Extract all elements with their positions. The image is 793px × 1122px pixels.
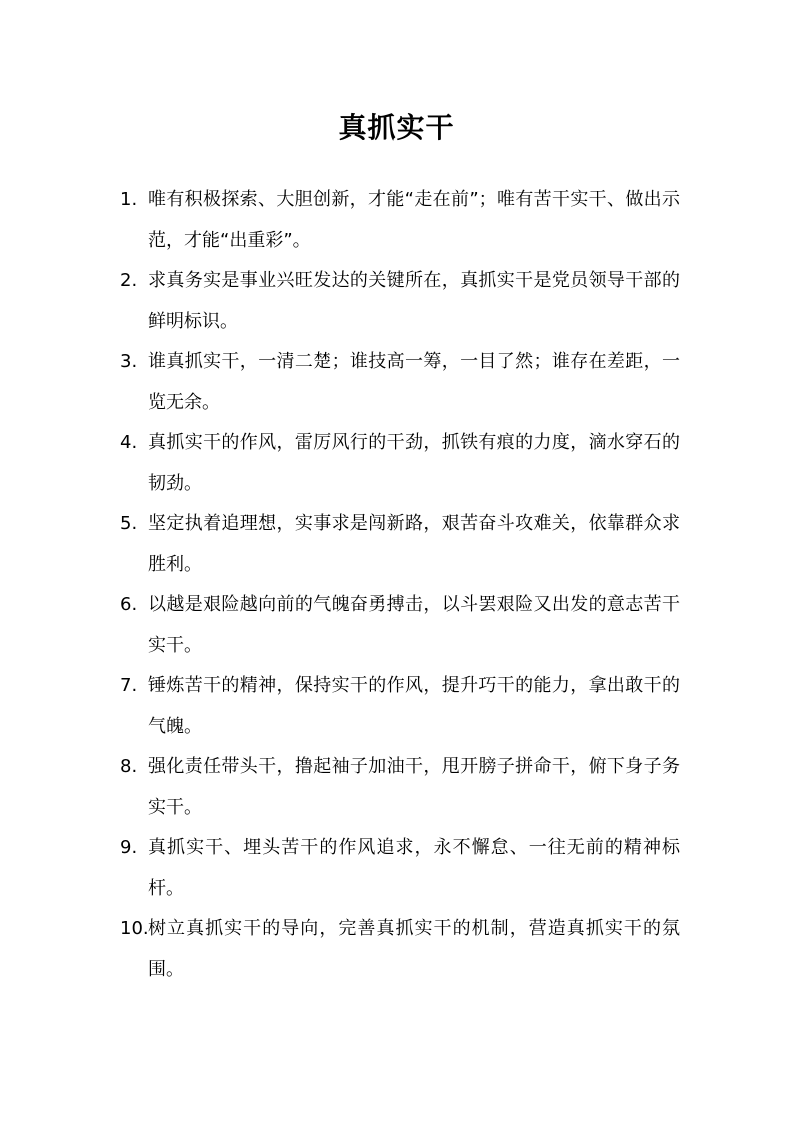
list-item — [120, 261, 680, 342]
list-item — [120, 585, 680, 666]
document-title: 真抓实干 — [338, 111, 455, 144]
list-item-text: 求真务实是事业兴旺发达的关键所在，真抓实干是党员领导干部的鲜明标识。 — [148, 270, 680, 332]
list-item — [120, 504, 680, 585]
list-item — [120, 909, 680, 990]
list-item — [120, 828, 680, 909]
list-item-text: 树立真抓实干的导向，完善真抓实干的机制，营造真抓实干的氛围。 — [148, 918, 680, 980]
list-item-number: 3. — [120, 351, 138, 372]
list-item-text: 真抓实干的作风，雷厉风行的干劲，抓铁有痕的力度，滴水穿石的韧劲。 — [148, 432, 680, 494]
list-item — [120, 666, 680, 747]
list-item — [120, 342, 680, 423]
list-item-text: 谁真抓实干，一清二楚；谁技高一筹，一目了然；谁存在差距，一览无余。 — [148, 351, 680, 413]
list-item-number: 1. — [120, 189, 138, 210]
list-item — [120, 423, 680, 504]
list-item-text: 坚定执着追理想，实事求是闯新路，艰苦奋斗攻难关，依靠群众求胜利。 — [148, 513, 680, 575]
list-item-number: 2. — [120, 270, 138, 291]
list-item-text: 真抓实干、埋头苦干的作风追求，永不懈怠、一往无前的精神标杆。 — [148, 837, 680, 899]
list-item-text: 唯有积极探索、大胆创新，才能“走在前”；唯有苦干实干、做出示范，才能“出重彩”。 — [148, 189, 680, 251]
list-item-text: 锤炼苦干的精神，保持实干的作风，提升巧干的能力，拿出敢干的气魄。 — [148, 675, 680, 737]
list-item-number: 4. — [120, 432, 138, 453]
list-item-number: 6. — [120, 594, 138, 615]
list-item-number: 7. — [120, 675, 138, 696]
numbered-list — [120, 180, 680, 990]
list-item-number: 10. — [120, 918, 149, 939]
list-item-text: 以越是艰险越向前的气魄奋勇搏击，以斗罢艰险又出发的意志苦干实干。 — [148, 594, 680, 656]
list-item — [120, 180, 680, 261]
list-item-number: 5. — [120, 513, 138, 534]
list-item-text: 强化责任带头干，撸起袖子加油干，甩开膀子拼命干，俯下身子务实干。 — [148, 756, 680, 818]
list-item-number: 9. — [120, 837, 138, 858]
list-item-number: 8. — [120, 756, 138, 777]
list-item — [120, 747, 680, 828]
